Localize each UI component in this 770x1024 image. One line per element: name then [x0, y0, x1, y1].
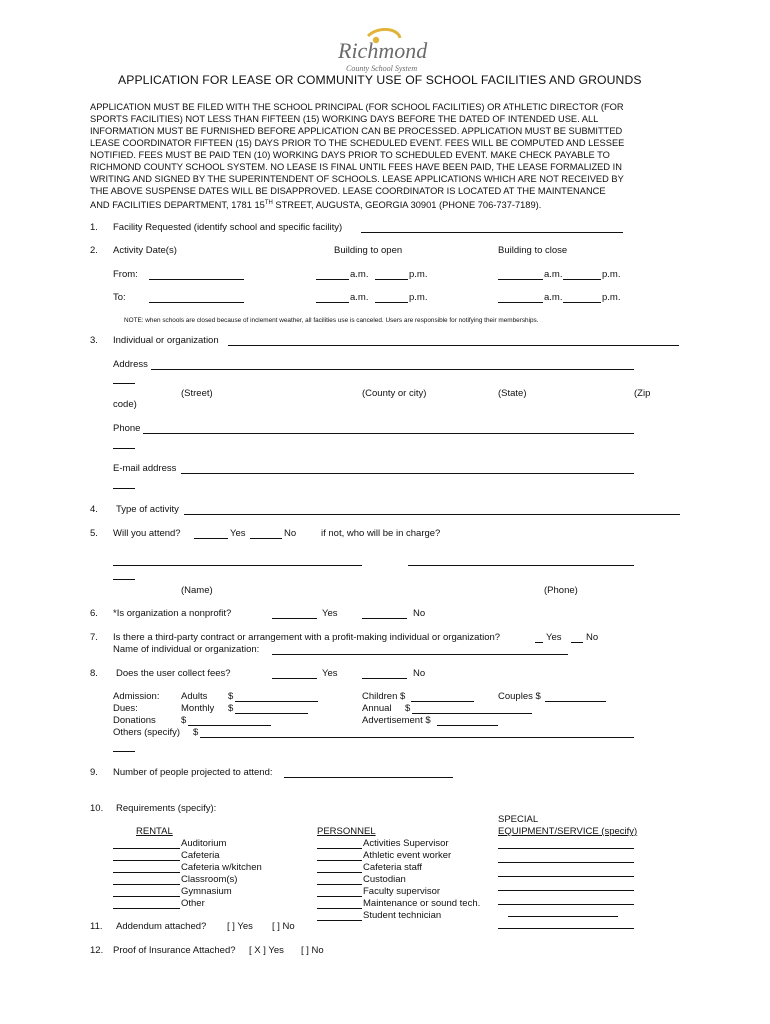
advertisement-label: Advertisement $: [362, 715, 431, 726]
dollar-sign: $: [181, 715, 187, 726]
monthly-fee-field[interactable]: [235, 703, 308, 714]
nonprofit-no-field[interactable]: [362, 608, 407, 619]
personnel-checkbox-faculty-supervisor[interactable]: [317, 886, 362, 897]
q12-label: Proof of Insurance Attached?: [113, 945, 236, 956]
personnel-item: Custodian: [363, 874, 406, 885]
donations-field[interactable]: [188, 715, 271, 726]
personnel-header: PERSONNEL: [317, 826, 376, 837]
instructions-line: APPLICATION MUST BE FILED WITH THE SCHOOL PRINCIPAL (FOR SCHOOL FACILITIES) OR ATHLETIC DIRECTOR (FOR: [90, 102, 624, 112]
advertisement-field[interactable]: [437, 715, 498, 726]
email-label: E-mail address: [113, 463, 177, 474]
annual-fee-field[interactable]: [412, 703, 532, 714]
couples-label: Couples $: [498, 691, 541, 702]
q1-label: Facility Requested (identify school and specific facility): [113, 222, 343, 233]
q11-number: 11.: [90, 921, 103, 932]
activity-type-field[interactable]: [184, 504, 680, 515]
facility-requested-field[interactable]: [361, 222, 623, 233]
if-not-label: if not, who will be in charge?: [321, 528, 441, 539]
yes-label: Yes: [322, 608, 338, 619]
personnel-item: Activities Supervisor: [363, 838, 449, 849]
personnel-checkbox-maintenance[interactable]: [317, 898, 362, 909]
equipment-field[interactable]: [498, 918, 634, 929]
instructions-paragraph: [90, 101, 680, 211]
rental-checkbox-cafeteria-kitchen[interactable]: [113, 862, 180, 873]
open-am-field[interactable]: [316, 269, 349, 280]
am-label: a.m.: [544, 292, 563, 303]
equipment-header: EQUIPMENT/SERVICE (specify): [498, 826, 638, 837]
equipment-field[interactable]: [498, 852, 634, 863]
q3-number: 3.: [90, 335, 98, 346]
to-date-field[interactable]: [149, 292, 244, 303]
attend-yes-field[interactable]: [194, 528, 228, 539]
logo-text: Richmond: [338, 38, 428, 63]
close-am-field[interactable]: [498, 292, 543, 303]
instructions-line: SPORTS FACILITIES) NOT LESS THAN FIFTEEN (15) WORKING DAYS BEFORE THE DATED OF INTENDED USE. ALL: [90, 114, 599, 124]
q5-label: Will you attend?: [113, 528, 181, 539]
equipment-field[interactable]: [498, 894, 634, 905]
rental-item: Cafeteria w/kitchen: [181, 862, 262, 873]
rental-checkbox-gymnasium[interactable]: [113, 886, 180, 897]
rental-item: Gymnasium: [181, 886, 232, 897]
yes-label: Yes: [546, 632, 562, 643]
q9-label: Number of people projected to attend:: [113, 767, 273, 778]
addendum-yes-checkbox[interactable]: [ ] Yes: [227, 921, 253, 932]
open-pm-field[interactable]: [375, 269, 408, 280]
equipment-field[interactable]: [498, 838, 634, 849]
others-fee-field[interactable]: [200, 727, 634, 738]
instructions-line: LEASE COORDINATOR FIFTEEN (15) DAYS PRIOR TO THE SCHEDULED EVENT. FEES WILL BE COMPUTED AND LESSEE: [90, 138, 625, 148]
open-pm-field[interactable]: [375, 292, 408, 303]
adults-fee-field[interactable]: [235, 691, 318, 702]
special-header: SPECIAL: [498, 814, 539, 825]
personnel-checkbox-cafeteria-staff[interactable]: [317, 862, 362, 873]
q10-number: 10.: [90, 803, 104, 814]
yes-label: Yes: [230, 528, 246, 539]
open-am-field[interactable]: [316, 292, 349, 303]
rental-checkbox-other[interactable]: [113, 898, 180, 909]
addendum-no-checkbox[interactable]: [ ] No: [272, 921, 295, 932]
instructions-line: NOTIFIED. FEES MUST BE PAID TEN (10) WORKING DAYS PRIOR TO SCHEDULED EVENT. MAKE CHECK PAYABLE TO: [90, 150, 610, 160]
am-label: a.m.: [350, 269, 369, 280]
pm-label: p.m.: [409, 269, 428, 280]
no-label: No: [586, 632, 599, 643]
equipment-field[interactable]: [498, 866, 634, 877]
state-caption: (State): [498, 388, 527, 399]
phone-field[interactable]: [143, 423, 634, 434]
pm-label: p.m.: [602, 269, 621, 280]
to-label: To:: [113, 292, 126, 303]
third-party-yes-field[interactable]: [535, 632, 543, 643]
annual-label: Annual: [362, 703, 392, 714]
pm-label: p.m.: [602, 292, 621, 303]
third-party-no-field[interactable]: [571, 632, 583, 643]
weather-note: NOTE: when schools are closed because of inclement weather, all facilities use is canceled. Users are responsible for notifying their memberships.: [124, 317, 539, 324]
in-charge-name-field[interactable]: [113, 555, 362, 566]
fees-yes-field[interactable]: [272, 668, 317, 679]
couples-fee-field[interactable]: [545, 691, 606, 702]
insurance-yes-checkbox[interactable]: [ X ] Yes: [249, 945, 284, 956]
instructions-line: AND FACILITIES DEPARTMENT, 1781 15TH STREET, AUGUSTA, GEORGIA 30901 (PHONE 706-737-7189).: [90, 200, 542, 211]
q1-number: 1.: [90, 222, 98, 233]
zip-caption: (Zip: [634, 388, 651, 399]
q6-label: *Is organization a nonprofit?: [113, 608, 232, 619]
page-title: APPLICATION FOR LEASE OR COMMUNITY USE OF SCHOOL FACILITIES AND GROUNDS: [118, 73, 642, 87]
dues-label: Dues:: [113, 703, 138, 714]
rental-item: Auditorium: [181, 838, 227, 849]
nonprofit-yes-field[interactable]: [272, 608, 317, 619]
phone-label: Phone: [113, 423, 141, 434]
q6-number: 6.: [90, 608, 98, 619]
address-field[interactable]: [151, 359, 634, 370]
personnel-item: Cafeteria staff: [363, 862, 422, 873]
name-caption: (Name): [181, 585, 213, 596]
q4-number: 4.: [90, 504, 98, 515]
rental-checkbox-auditorium[interactable]: [113, 838, 180, 849]
logo: [338, 28, 438, 76]
am-label: a.m.: [544, 269, 563, 280]
dollar-sign: $: [193, 727, 199, 738]
organization-field[interactable]: [228, 335, 679, 346]
q10-label: Requirements (specify):: [116, 803, 217, 814]
children-fee-field[interactable]: [411, 691, 474, 702]
in-charge-phone-field[interactable]: [408, 555, 634, 566]
instructions-line: THE ABOVE SUSPENSE DATES WILL BE DISAPPROVED. LEASE COORDINATOR IS LOCATED AT THE MAINTENANCE: [90, 186, 606, 196]
q2-label: Activity Date(s): [113, 245, 177, 256]
rental-item: Cafeteria: [181, 850, 220, 861]
dollar-sign: $: [405, 703, 411, 714]
personnel-item: Maintenance or sound tech.: [363, 898, 481, 909]
county-caption: (County or city): [362, 388, 427, 399]
others-fee-continuation[interactable]: [113, 741, 135, 752]
monthly-label: Monthly: [181, 703, 215, 714]
personnel-checkbox-athletic-worker[interactable]: [317, 850, 362, 861]
pm-label: p.m.: [409, 292, 428, 303]
admission-label: Admission:: [113, 691, 160, 702]
email-field-continuation[interactable]: [113, 478, 135, 489]
insurance-no-checkbox[interactable]: [ ] No: [301, 945, 324, 956]
instructions-line: RICHMOND COUNTY SCHOOL SYSTEM. NO LEASE IS FINAL UNTIL FEES HAVE BEEN PAID, THE LEASE FORMALIZED IN: [90, 162, 622, 172]
rental-checkbox-cafeteria[interactable]: [113, 850, 180, 861]
phone-field-continuation[interactable]: [113, 438, 135, 449]
in-charge-continuation[interactable]: [113, 569, 135, 580]
rental-header: RENTAL: [136, 826, 173, 837]
q7-number: 7.: [90, 632, 98, 643]
rental-item: Classroom(s): [181, 874, 238, 885]
personnel-checkbox-activities-supervisor[interactable]: [317, 838, 362, 849]
close-am-field[interactable]: [498, 269, 543, 280]
third-party-name-field[interactable]: [272, 644, 568, 655]
instructions-line: INFORMATION MUST BE FURNISHED BEFORE APPLICATION CAN BE PROCESSED. APPLICATION MUST BE SUBMITTED: [90, 126, 623, 136]
dollar-sign: $: [228, 691, 234, 702]
equipment-field[interactable]: [508, 906, 618, 917]
q2-number: 2.: [90, 245, 98, 256]
personnel-item: Faculty supervisor: [363, 886, 441, 897]
fees-no-field[interactable]: [362, 668, 407, 679]
personnel-item: Athletic event worker: [363, 850, 452, 861]
third-party-name-label: Name of individual or organization:: [113, 644, 260, 655]
dollar-sign: $: [228, 703, 234, 714]
others-label: Others (specify): [113, 727, 181, 738]
no-label: No: [284, 528, 297, 539]
q4-label: Type of activity: [116, 504, 179, 515]
no-label: No: [413, 668, 426, 679]
rental-item: Other: [181, 898, 205, 909]
address-field-continuation[interactable]: [113, 373, 135, 384]
q8-label: Does the user collect fees?: [116, 668, 231, 679]
am-label: a.m.: [350, 292, 369, 303]
building-open-label: Building to open: [334, 245, 403, 256]
q8-number: 8.: [90, 668, 98, 679]
from-label: From:: [113, 269, 138, 280]
attendance-field[interactable]: [284, 767, 453, 778]
attend-no-field[interactable]: [250, 528, 282, 539]
donations-label: Donations: [113, 715, 156, 726]
q5-number: 5.: [90, 528, 98, 539]
children-label: Children $: [362, 691, 406, 702]
yes-label: Yes: [322, 668, 338, 679]
from-date-field[interactable]: [149, 269, 244, 280]
q7-label: Is there a third-party contract or arrangement with a profit-making individual or organization?: [113, 632, 501, 643]
street-caption: (Street): [181, 388, 213, 399]
q9-number: 9.: [90, 767, 98, 778]
q3-label: Individual or organization: [113, 335, 219, 346]
q11-label: Addendum attached?: [116, 921, 207, 932]
phone-caption: (Phone): [544, 585, 578, 596]
personnel-checkbox-student-technician[interactable]: [317, 910, 362, 921]
personnel-item: Student technician: [363, 910, 442, 921]
no-label: No: [413, 608, 426, 619]
close-pm-field[interactable]: [563, 292, 601, 303]
zip-caption-cont: code): [113, 399, 137, 410]
rental-checkbox-classrooms[interactable]: [113, 874, 180, 885]
equipment-field[interactable]: [498, 880, 634, 891]
close-pm-field[interactable]: [563, 269, 601, 280]
q12-number: 12.: [90, 945, 104, 956]
email-field[interactable]: [181, 463, 634, 474]
instructions-line: WRITING AND SIGNED BY THE SUPERINTENDENT OF SCHOOLS. LEASE APPLICATIONS WHICH ARE NOT RECEIVED BY: [90, 174, 624, 184]
logo-subtext: County School System: [346, 64, 418, 73]
address-label: Address: [113, 359, 148, 370]
personnel-checkbox-custodian[interactable]: [317, 874, 362, 885]
building-close-label: Building to close: [498, 245, 568, 256]
adults-label: Adults: [181, 691, 208, 702]
